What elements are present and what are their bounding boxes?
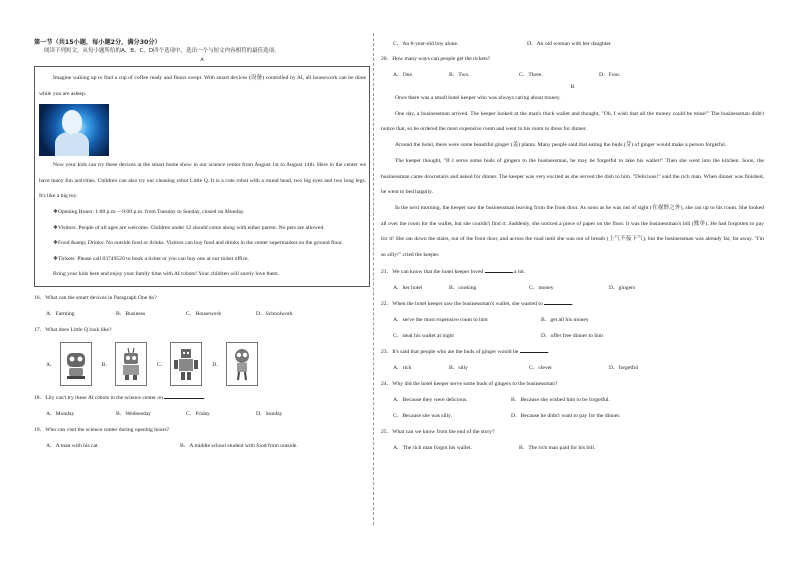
answer-blank — [544, 298, 572, 305]
robot-d-icon — [229, 347, 255, 381]
question-22-stem: 22．When the hotel keeper saw the businessman's wallet, she wanted to — [381, 300, 543, 307]
option: C．clever — [529, 364, 552, 371]
option: C．Housework — [186, 310, 222, 317]
option: B．Business — [116, 310, 146, 317]
passage-a-label: A — [199, 57, 205, 63]
question-21 — [381, 264, 764, 280]
option: B．get all his money — [541, 316, 589, 323]
answer-blank — [485, 266, 513, 273]
option: A．Because they were delicious. — [393, 396, 468, 403]
robot-picture-b — [115, 342, 147, 386]
question-18-stem: 18．Lily can't try these AI robots in the science center on — [34, 394, 164, 401]
option: D．Schoolwork — [256, 310, 293, 317]
option: B． — [101, 361, 111, 368]
option: C．Three. — [519, 72, 543, 78]
passage-b-label: B — [570, 84, 575, 90]
answer-blank — [164, 392, 204, 399]
passage-a-paragraph: ❖Visitors: People of all ages are welcome. Children under 12 should come along with either parent. No pets are allowed. — [53, 224, 325, 231]
passage-a-paragraph: ❖Opening Hours: 1:00 p.m.—9:00 p.m. from Tuesday to Sunday, closed on Monday. — [53, 208, 245, 215]
option: C．Friday — [186, 410, 210, 417]
passage-a-box — [34, 66, 370, 287]
question-25-options — [381, 440, 764, 456]
option: C． — [156, 361, 167, 368]
question-24-options-row1 — [381, 392, 764, 408]
passage-a-paragraph: Now your kids can try these devices at the smart home show in our science center from August 1st to August 14th. Here in the center we have many fun activities. Children can also try our cleaning robot Little Q. It is a cute robot with a round head, two big eyes and two long legs. It's like a big toy. — [39, 162, 366, 200]
question-21-stem: 21．We can know that the hotel keeper loved — [381, 268, 484, 275]
ai-robot-image — [39, 104, 109, 156]
option: D．An old woman with her daughter. — [527, 41, 612, 47]
question-19-options-cont — [381, 38, 764, 51]
question-23 — [381, 344, 764, 360]
question-22-tail: . — [572, 300, 574, 307]
option: B．Because she wished him to be forgetful. — [511, 396, 610, 403]
option: A．rich — [393, 364, 412, 371]
option: A． — [46, 361, 56, 368]
left-column — [34, 38, 370, 454]
option: A．Farming — [46, 310, 75, 317]
question-18: 18．Lily can't try these AI robots in the science center on . — [34, 390, 370, 406]
question-24-options-row2 — [381, 408, 764, 424]
option: B．Wednesday — [116, 410, 151, 417]
passage-b-paragraph: Once there was a small hotel keeper who was always caring about money. — [395, 95, 561, 101]
option: B．A middle school student with food from outside. — [180, 442, 298, 449]
robot-picture-c — [170, 342, 202, 386]
option: A．her hotel — [393, 284, 423, 291]
option: C．steal his wallet at night — [393, 332, 454, 339]
robot-body-shape — [55, 132, 89, 156]
question-16-options — [34, 306, 370, 322]
option: A．The rich man forgot his wallet. — [393, 444, 472, 451]
passage-a-paragraph: ❖Food &amp; Drinks: No outside food or drinks. Visitors can buy food and drinks in the center supermarket on the ground floor. — [53, 240, 343, 247]
question-16: 16．What can the smart devices in Paragraph One do? — [34, 294, 157, 301]
passage-a-paragraph: ❖Tickets: Please call 83749520 to book a ticket or you can buy one at our ticket office. — [53, 255, 249, 262]
option: B．cooking — [449, 284, 477, 291]
question-19-options — [34, 438, 370, 454]
option: B．The rich man paid for his bill. — [519, 444, 596, 451]
question-18-options — [34, 406, 370, 422]
passage-a-paragraph: Imagine waking up to find a cup of coffee ready and floors swept. With smart devices (设备) controlled by AI, all housework can be done while you are asleep. — [39, 75, 366, 97]
question-22-options-row2 — [381, 328, 764, 344]
option: D．offer free dinner to him — [541, 332, 604, 339]
robot-picture-d — [226, 342, 258, 386]
question-21-options — [381, 280, 764, 296]
option: A．serve the most expensive room to him — [393, 316, 488, 323]
question-23-stem: 23．It's said that people who ate the buds of ginger would be — [381, 348, 519, 355]
column-divider — [373, 33, 374, 525]
question-23-options — [381, 360, 764, 376]
robot-head-shape — [62, 110, 82, 134]
option: D．Four. — [599, 72, 621, 78]
question-22-options-row1 — [381, 312, 764, 328]
passage-b-paragraph: Around the hotel, there were some beautiful ginger (姜) plants. Many people said that eating the buds (芽) of ginger would make a person forgetful. — [395, 142, 727, 149]
option: D． — [212, 361, 222, 368]
robot-picture-a — [60, 342, 92, 386]
question-17: 17．What does Little Q look like? — [34, 326, 112, 333]
question-17-picture-options — [34, 338, 370, 390]
option: B．silly — [449, 364, 468, 371]
passage-b-paragraph: The keeper thought, "If I serve some buds of gingers to the businessman, he may be forgetful to take his wallet!" Then she went into the kitchen. Soon, the businessman came downstairs and asked for dinner. The keeper was very excited as she served the dish to him. "Delicious!" said the rich man. When dinner was finished, he went to bed happily. — [381, 157, 764, 196]
option: D．forgetful — [609, 364, 639, 371]
option: D．gingers — [609, 284, 636, 291]
passage-b-paragraph: In the next morning, the keeper saw the businessman leaving from the front door. As soon as he was out of sight (在视野之外), she ran up to his room. She looked all over the room for the wallet, but she couldn't find it. Suddenly, she noticed a piece of paper on the floor. It was the businessman's bill (账单). He had forgotten to pay for it! She ran down the stairs, out of the front door, and across the road until she was out of breath (上气不接下气), but the businessman was already far, far away. "I'm so silly!" cried the keeper. — [381, 204, 764, 259]
option: B．Two. — [449, 72, 470, 78]
option: C．Because she was silly. — [393, 412, 452, 419]
robot-a-icon — [63, 347, 89, 381]
option: A．Monday — [46, 410, 75, 417]
question-19: 19．Who can visit the science center during opening hours? — [34, 426, 170, 433]
section-heading: 第一节（共15小题，每小题2分，满分30分） — [34, 39, 161, 46]
question-23-tail: . — [547, 348, 550, 355]
answer-blank — [520, 346, 548, 353]
option: A．A man with his cat. — [46, 442, 99, 449]
robot-b-icon — [118, 347, 144, 381]
instructions: 阅读下列短文，从每小题所给的A、B、C、D四个选项中，选出一个与短文内容相符的最佳选项。 — [44, 48, 280, 54]
option: D．Because he didn't want to pay for the dinner. — [511, 412, 621, 419]
question-20-options — [381, 67, 764, 83]
question-25: 25．What can we know from the end of the story? — [381, 428, 495, 435]
question-24: 24．Why did the hotel keeper serve some buds of gingers to the businessman? — [381, 380, 558, 387]
option: D．Sunday — [256, 410, 283, 417]
right-column — [381, 38, 764, 456]
robot-c-icon — [173, 347, 199, 381]
question-22 — [381, 296, 764, 312]
passage-b-paragraph: One day, a businessman arrived. The keeper looked at the man's thick wallet and thought, "Oh, I wish that all the money could be mine!" The businessman didn't notice that, so he ordered the most expensive room and went to his room to dress for dinner. — [381, 110, 764, 133]
question-20: 20．How many ways can people get the tickets? — [381, 56, 491, 62]
option: A．One. — [393, 72, 414, 78]
option: C．money — [529, 284, 554, 291]
option: C．An 8-year-old boy alone. — [393, 41, 459, 47]
question-21-tail: a lot. — [514, 268, 526, 275]
passage-a-paragraph: Bring your kids here and enjoy your family time with AI robots! Your children will surely love them. — [53, 271, 280, 278]
